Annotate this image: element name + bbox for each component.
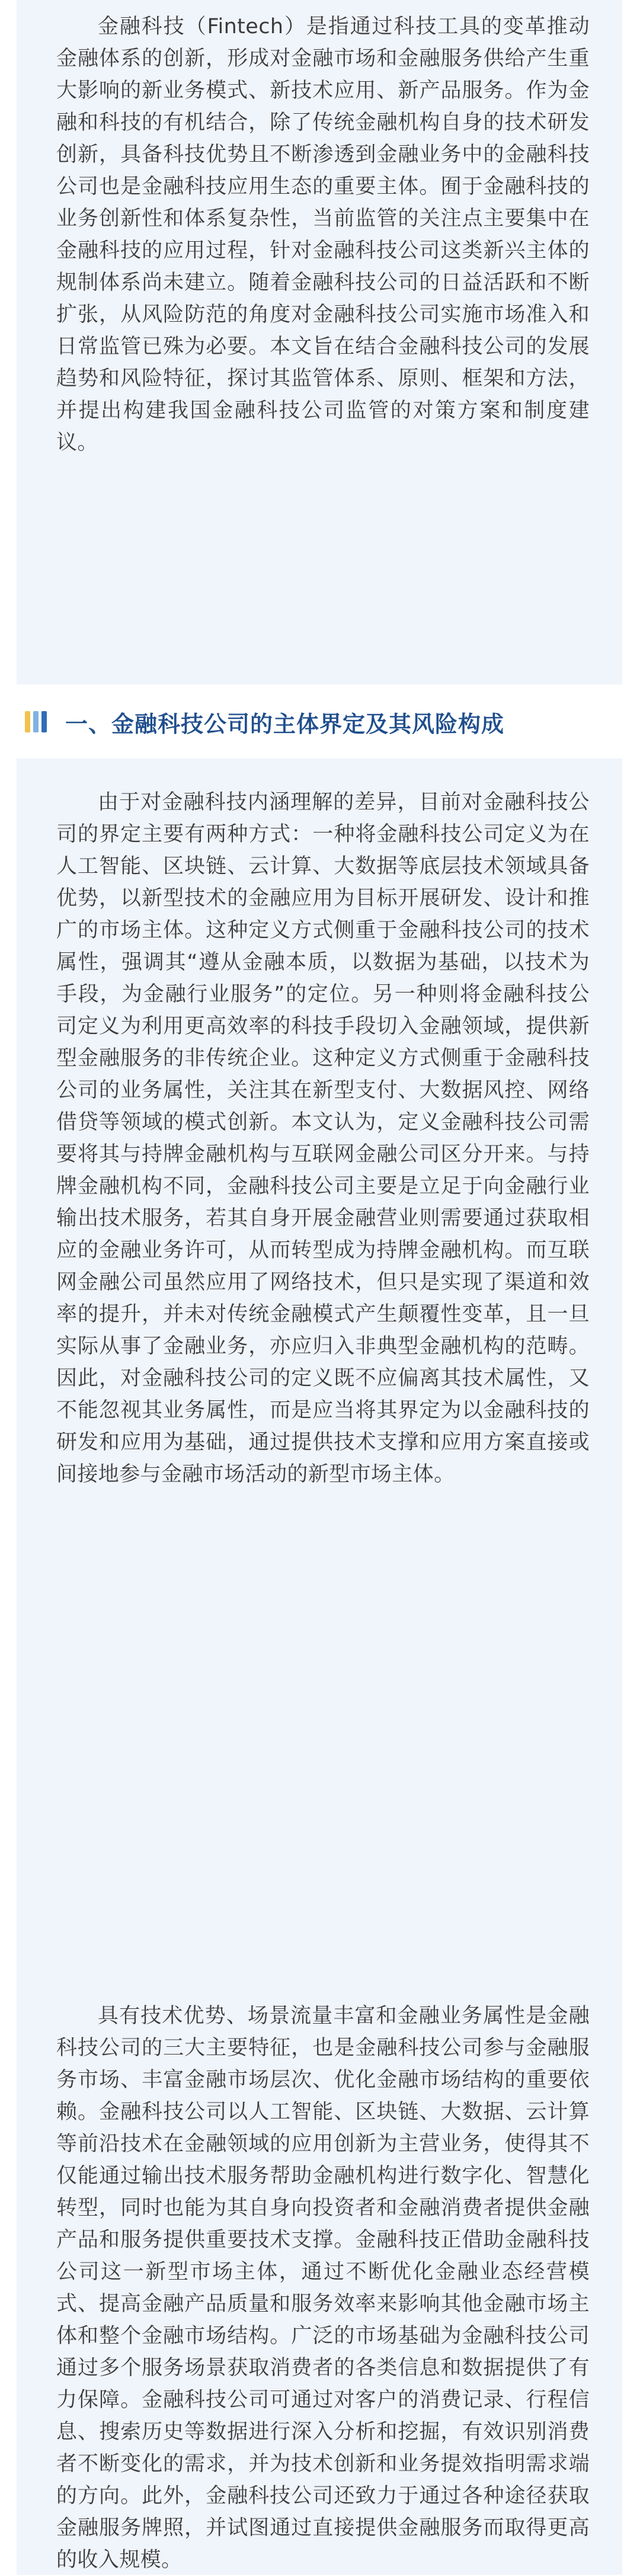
intro-paragraph: 金融科技（Fintech）是指通过科技工具的变革推动金融体系的创新，形成对金融市场和金融服务供给产生重大影响的新业务模式、新技术应用、新产品服务。作为金融和科技的有机结合，除了传统金融机构自身的技术研发创新，具备科技优势且不断渗透到金融业务中的金融科技公司也是金融科技应用生态的重要主体。囿于金融科技的业务创新性和体系复杂性，当前监管的关注点主要集中在金融科技的应用过程，针对金融科技公司这类新兴主体的规制体系尚未建立。随着金融科技公司的日益活跃和不断扩张，从风险防范的角度对金融科技公司实施市场准入和日常监管已殊为必要。本文旨在结合金融科技公司的发展趋势和风险特征，探讨其监管体系、原则、框架和方法，并提出构建我国金融科技公司监管的对策方案和制度建议。: [56, 15, 590, 455]
section-header: [17, 686, 622, 757]
section-title: 一、金融科技公司的主体界定及其风险构成: [65, 711, 505, 737]
section-bars-icon: [25, 709, 49, 735]
body-paragraph-2: 具有技术优势、场景流量丰富和金融业务属性是金融科技公司的三大主要特征，也是金融科技公司参与金融服务市场、丰富金融市场层次、优化金融市场结构的重要依赖。金融科技公司以人工智能、区块链、大数据、云计算等前沿技术在金融领域的应用创新为主营业务，使得其不仅能通过输出技术服务帮助金融机构进行数字化、智慧化转型，同时也能为其自身向投资者和金融消费者提供金融产品和服务提供重要技术支撑。金融科技正借助金融科技公司这一新型市场主体，通过不断优化金融业态经营模式、提高金融产品质量和服务效率来影响其他金融市场主体和整个金融市场结构。广泛的市场基础为金融科技公司通过多个服务场景获取消费者的各类信息和数据提供了有力保障。金融科技公司可通过对客户的消费记录、行程信息、搜索历史等数据进行深入分析和挖掘，有效识别消费者不断变化的需求，并为技术创新和业务提效指明需求端的方向。此外，金融科技公司还致力于通过各种途径获取金融服务牌照，并试图通过直接提供金融服务而取得更高的收入规模。: [56, 2004, 590, 2572]
body-paragraph-1: 由于对金融科技内涵理解的差异，目前对金融科技公司的界定主要有两种方式：一种将金融科技公司定义为在人工智能、区块链、云计算、大数据等底层技术领域具备优势，以新型技术的金融应用为目标开展研发、设计和推广的市场主体。这种定义方式侧重于金融科技公司的技术属性，强调其“遵从金融本质，以数据为基础，以技术为手段，为金融行业服务”的定位。另一种则将金融科技公司定义为利用更高效率的科技手段切入金融领域，提供新型金融服务的非传统企业。这种定义方式侧重于金融科技公司的业务属性，关注其在新型支付、大数据风控、网络借贷等领域的模式创新。本文认为，定义金融科技公司需要将其与持牌金融机构与互联网金融公司区分开来。与持牌金融机构不同，金融科技公司主要是立足于向金融行业输出技术服务，若其自身开展金融营业则需要通过获取相应的金融业务许可，从而转型成为持牌金融机构。而互联网金融公司虽然应用了网络技术，但只是实现了渠道和效率的提升，并未对传统金融模式产生颠覆性变革，且一旦实际从事了金融业务，亦应归入非典型金融机构的范畴。因此，对金融科技公司的定义既不应偏离其技术属性，又不能忽视其业务属性，而是应当将其界定为以金融科技的研发和应用为基础，通过提供技术支撑和应用方案直接或间接地参与金融市场活动的新型市场主体。: [56, 791, 590, 1486]
